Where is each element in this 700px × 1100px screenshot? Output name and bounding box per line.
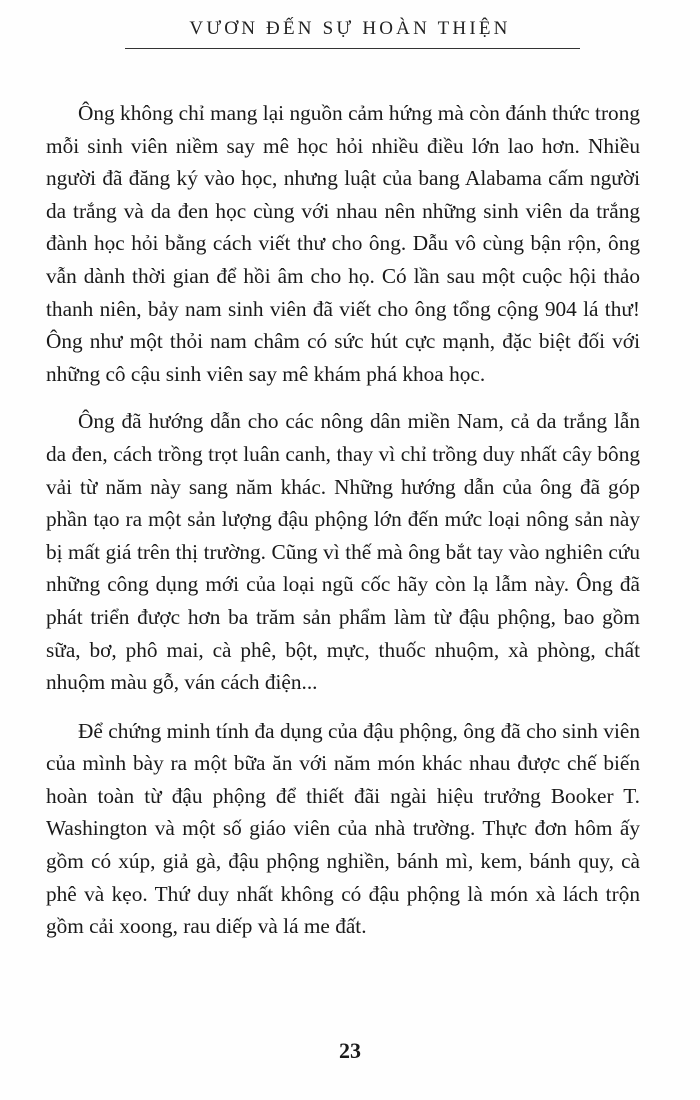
running-head: VƯƠN ĐẾN SỰ HOÀN THIỆN	[189, 18, 511, 39]
body-text	[46, 97, 640, 959]
paragraph-2: Ông đã hướng dẫn cho các nông dân miền Nam, cả da trắng lẫn da đen, cách trồng trọt luân canh, thay vì chỉ trồng duy nhất cây bông vải từ năm này sang năm khác. Những hướng dẫn của ông đã góp phần tạo ra một sản lượng đậu phộng lớn đến mức loại nông sản này bị mất giá trên thị trường. Cũng vì thế mà ông bắt tay vào nghiên cứu những công dụng mới của loại ngũ cốc hãy còn lạ lẫm này. Ông đã phát triển được hơn ba trăm sản phẩm làm từ đậu phộng, bao gồm sữa, bơ, phô mai, cà phê, bột, mực, thuốc nhuộm, xà phòng, chất nhuộm màu gỗ, ván cách điện...	[46, 409, 640, 695]
paragraph-1: Ông không chỉ mang lại nguồn cảm hứng mà còn đánh thức trong mỗi sinh viên niềm say mê học hỏi nhiều điều lớn lao hơn. Nhiều người đã đăng ký vào học, nhưng luật của bang Alabama cấm người da trắng và da đen học cùng với nhau nên những sinh viên da trắng đành học hỏi bằng cách viết thư cho ông. Dẫu vô cùng bận rộn, ông vẫn dành thời gian để hồi âm cho họ. Có lần sau một cuộc hội thảo thanh niên, bảy nam sinh viên đã viết cho ông tổng cộng 904 lá thư! Ông như một thỏi nam châm có sức hút cực mạnh, đặc biệt đối với những cô cậu sinh viên say mê khám phá khoa học.	[46, 101, 640, 386]
page-number: 23	[339, 1038, 361, 1063]
paragraph-3: Để chứng minh tính đa dụng của đậu phộng, ông đã cho sinh viên của mình bày ra một bữa ăn với năm món khác nhau được chế biến hoàn toàn từ đậu phộng để thiết đãi ngài hiệu trưởng Booker T. Washington và một số giáo viên của nhà trường. Thực đơn hôm ấy gồm có xúp, giả gà, đậu phộng nghiền, bánh mì, kem, bánh quy, cà phê và kẹo. Thứ duy nhất không có đậu phộng là món xà lách trộn gồm cải xoong, rau diếp và lá me đất.	[46, 718, 640, 939]
header-rule	[125, 48, 580, 49]
